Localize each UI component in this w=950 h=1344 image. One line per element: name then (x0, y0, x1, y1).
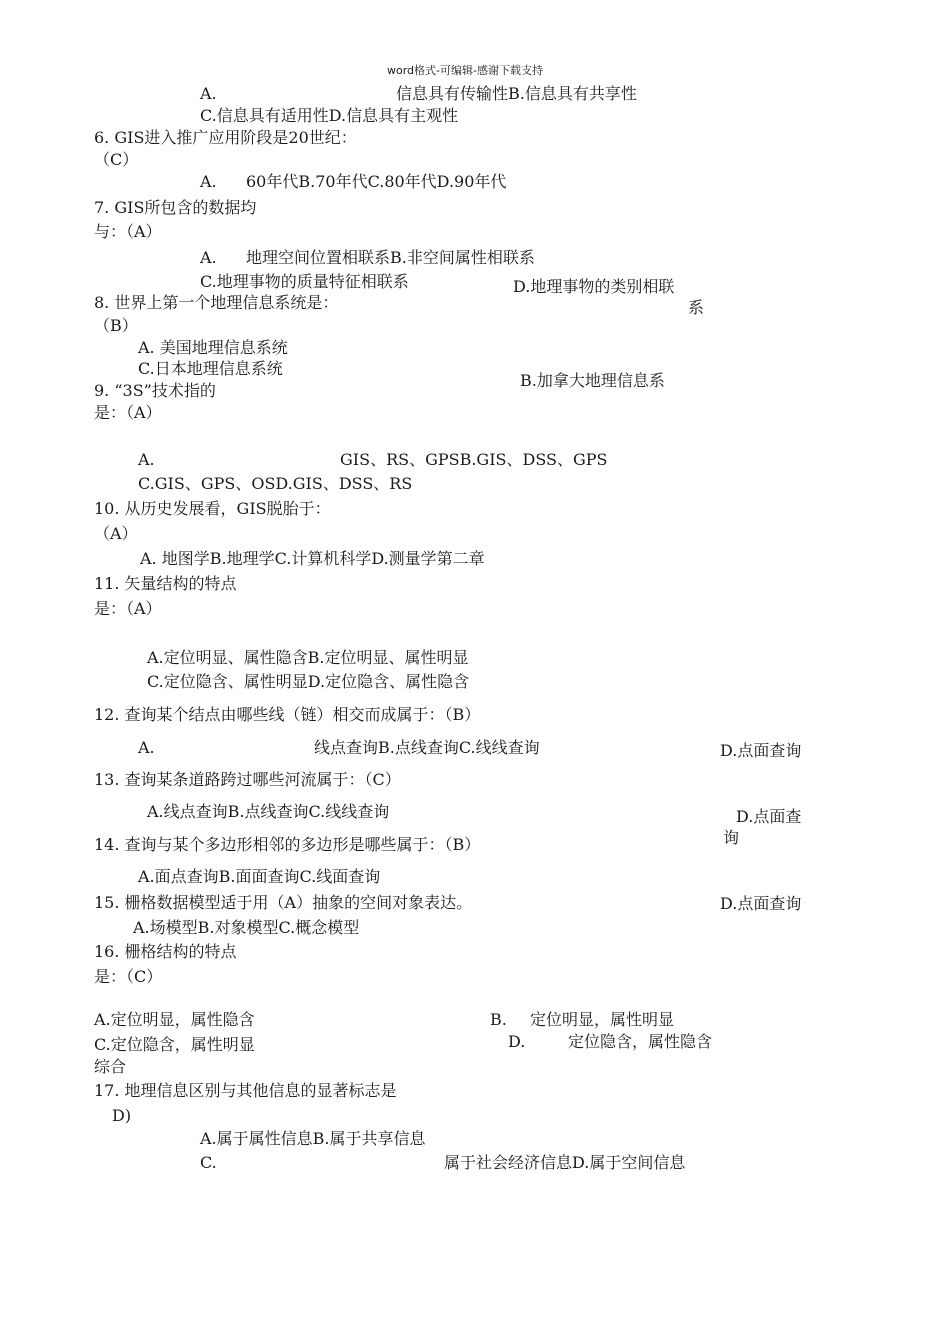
q8-option-b: B.加拿大地理信息系 (520, 371, 665, 390)
q17-question: 17. 地理信息区别与其他信息的显著标志是 (94, 1081, 397, 1100)
q14-question: 14. 查询与某个多边形相邻的多边形是哪些属于：（B） (94, 835, 481, 854)
q16-answer: 是：（C） (94, 967, 163, 986)
q10-answer: （A） (94, 524, 138, 543)
q14-option-d: D.点面查询 (720, 894, 802, 913)
q12-option-a-label: A. (138, 738, 155, 757)
q17-options-cd: 属于社会经济信息D.属于空间信息 (444, 1153, 686, 1172)
q17-answer: D) (112, 1106, 132, 1125)
q8-option-c: C.日本地理信息系统 (138, 359, 283, 378)
q9-answer: 是：（A） (94, 403, 162, 422)
q10-question: 10. 从历史发展看，GIS脱胎于： (94, 499, 331, 518)
q11-options-cd: C.定位隐含、属性明显D.定位隐含、属性隐含 (147, 672, 470, 691)
q7-option-a-label: A. (200, 248, 217, 267)
q16-option-c: C.定位隐含，属性明显 (94, 1035, 255, 1054)
q11-options-ab: A.定位明显、属性隐含B.定位明显、属性明显 (147, 648, 469, 667)
q16-option-d: 定位隐含，属性隐含 (568, 1032, 713, 1051)
q12-question: 12. 查询某个结点由哪些线（链）相交而成属于：（B） (94, 705, 481, 724)
q5-options-cd: C.信息具有适用性D.信息具有主观性 (200, 106, 459, 125)
q17-options-ab: A.属于属性信息B.属于共享信息 (200, 1129, 426, 1148)
q6-option-a-label: A. (200, 172, 217, 191)
q13-question: 13. 查询某条道路跨过哪些河流属于：（C） (94, 770, 401, 789)
q9-question: 9. “3S”技术指的 (94, 381, 216, 400)
q16-option-d-label: D. (508, 1032, 526, 1051)
q5-option-a-label: A. (200, 84, 217, 103)
q16-extra: 综合 (94, 1057, 127, 1076)
q6-question: 6. GIS进入推广应用阶段是20世纪： (94, 128, 357, 147)
q7-option-d: D.地理事物的类别相联 (513, 277, 675, 296)
q15-options-abc: A.场模型B.对象模型C.概念模型 (133, 918, 360, 937)
q8-option-a: A. 美国地理信息系统 (138, 338, 288, 357)
q7-option-d-wrap: 系 (688, 298, 705, 317)
q13-option-d-wrap: 询 (723, 828, 740, 847)
q6-answer: （C） (94, 150, 139, 169)
q8-answer: （B） (94, 316, 138, 335)
q16-option-a: A.定位明显，属性隐含 (94, 1010, 255, 1029)
q5-options-ab: 信息具有传输性B.信息具有共享性 (396, 84, 637, 103)
q15-question: 15. 栅格数据模型适于用（A）抽象的空间对象表达。 (94, 893, 473, 912)
q13-options-abc: A.线点查询B.点线查询C.线线查询 (147, 802, 390, 821)
page-header: word格式-可编辑-感谢下载支持 (387, 64, 543, 77)
q7-answer: 与：（A） (94, 222, 162, 241)
q7-question: 7. GIS所包含的数据均 (94, 198, 257, 217)
q12-option-d: D.点面查询 (720, 741, 802, 760)
q13-option-d: D.点面查 (736, 807, 802, 826)
q9-options-ab: GIS、RS、GPSB.GIS、DSS、GPS (340, 450, 608, 469)
q8-question: 8. 世界上第一个地理信息系统是： (94, 293, 339, 312)
q16-question: 16. 栅格结构的特点 (94, 942, 237, 961)
q9-option-a-label: A. (138, 450, 155, 469)
q7-option-c: C.地理事物的质量特征相联系 (200, 272, 409, 291)
q16-option-b-label: B. (490, 1010, 507, 1029)
q11-question: 11. 矢量结构的特点 (94, 574, 237, 593)
q17-option-c-label: C. (200, 1153, 217, 1172)
q12-options-abc: 线点查询B.点线查询C.线线查询 (314, 738, 540, 757)
q16-option-b: 定位明显，属性明显 (530, 1010, 675, 1029)
q14-options-abc: A.面点查询B.面面查询C.线面查询 (138, 867, 381, 886)
q7-options-ab: 地理空间位置相联系B.非空间属性相联系 (246, 248, 535, 267)
q10-options: A. 地图学B.地理学C.计算机科学D.测量学第二章 (140, 549, 485, 568)
q9-options-cd: C.GIS、GPS、OSD.GIS、DSS、RS (138, 474, 413, 493)
q6-options: 60年代B.70年代C.80年代D.90年代 (246, 172, 507, 191)
q11-answer: 是：（A） (94, 599, 162, 618)
